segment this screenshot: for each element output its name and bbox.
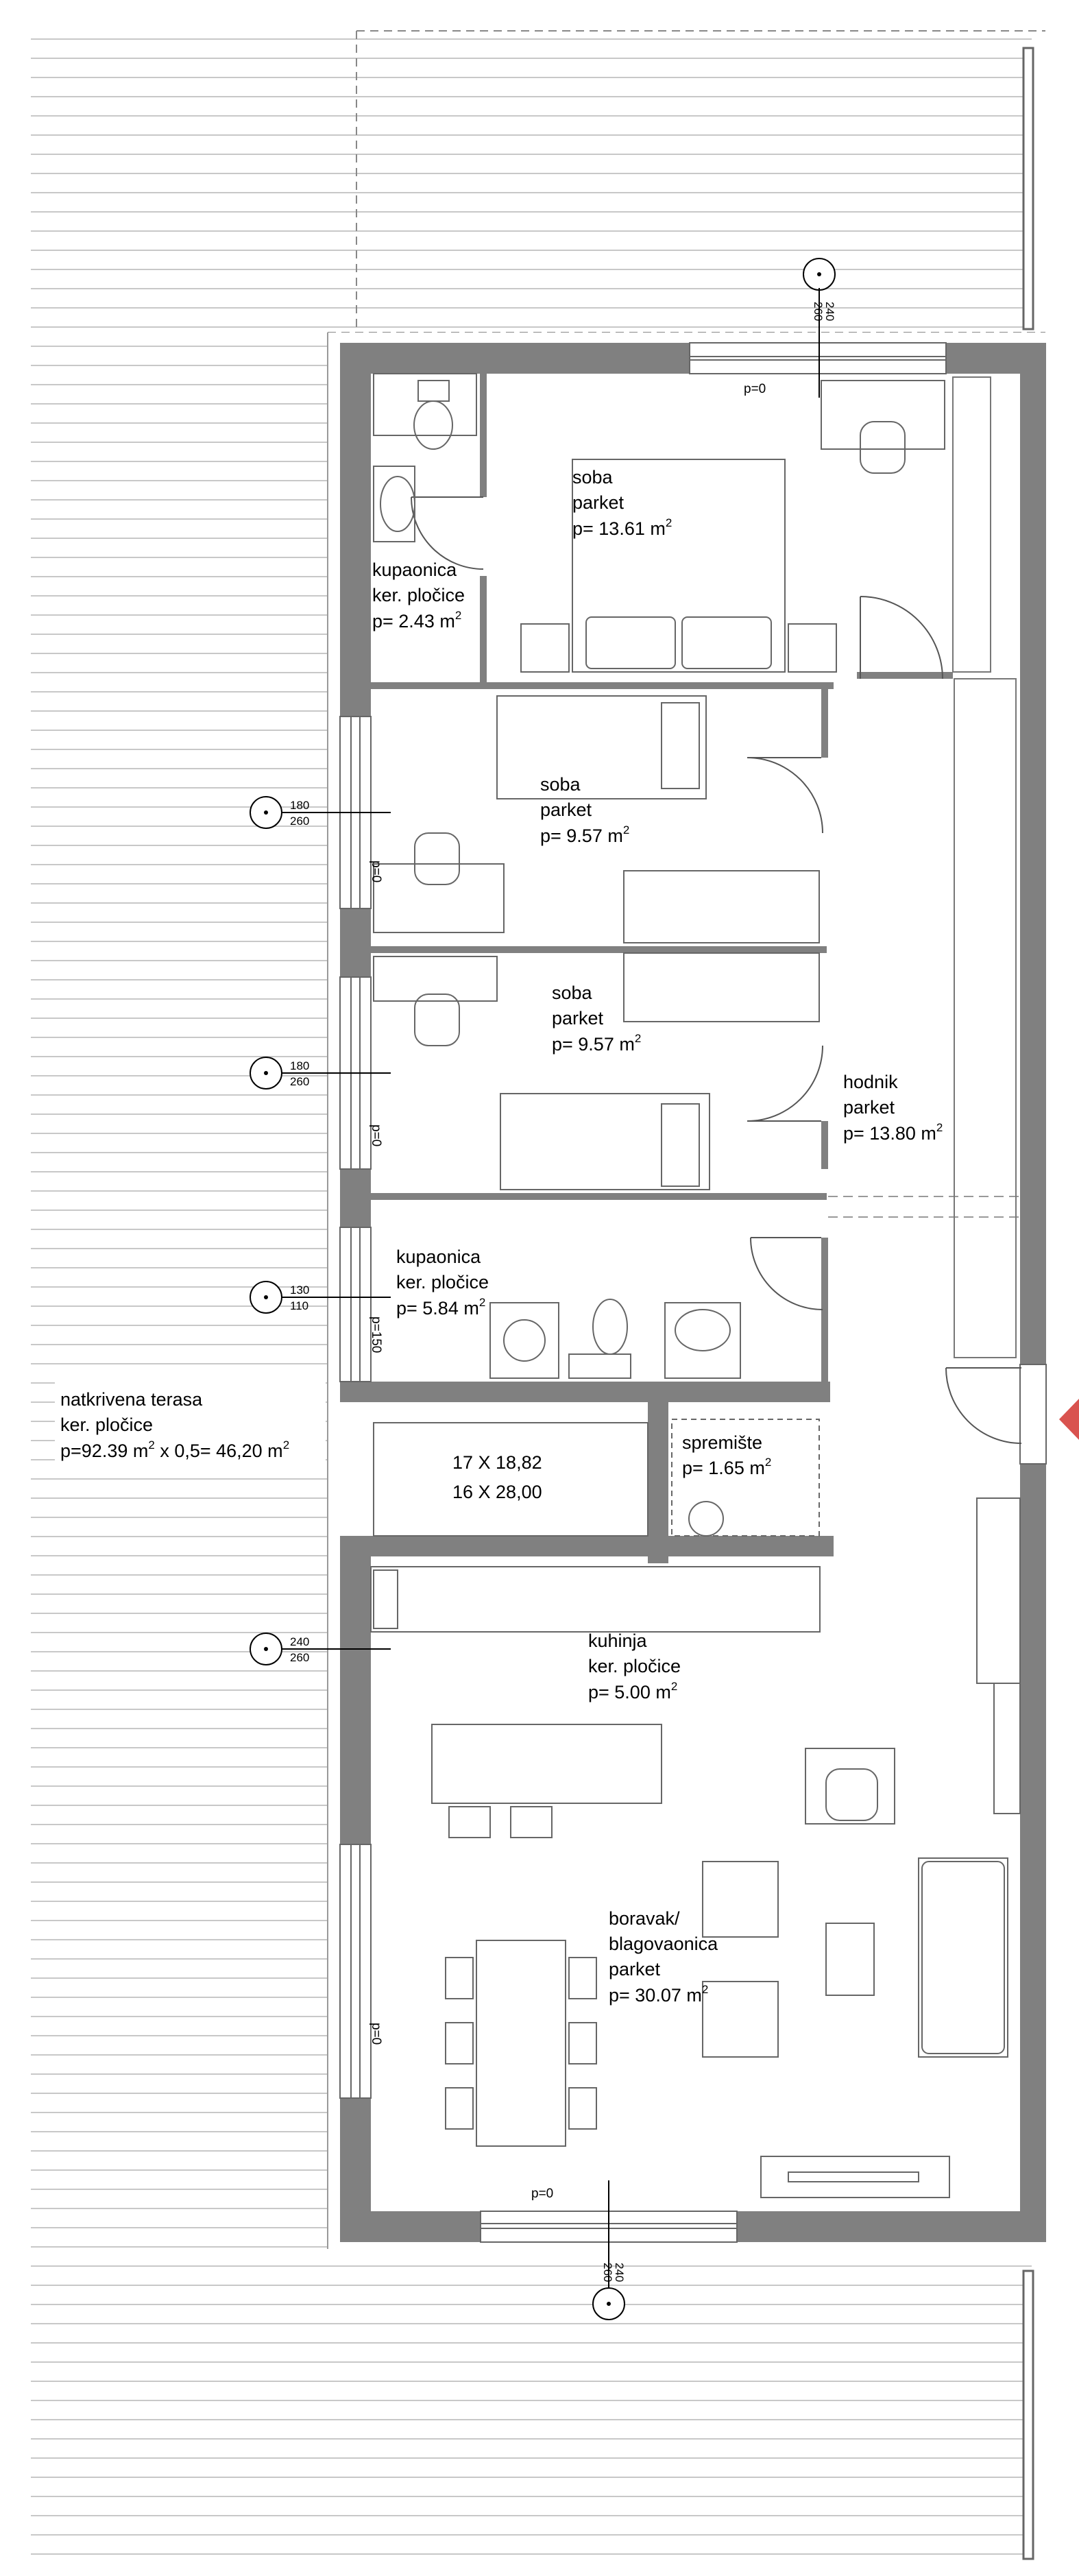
terrace-label — [55, 1382, 326, 1467]
window-boravak-lower: 260 — [290, 1651, 310, 1664]
svg-text:p= 5.00 m2: p= 5.00 $m^2$ — [588, 1680, 678, 1702]
svg-text:p= 5.84 m2: p= 5.84 $m^2$ — [396, 1296, 486, 1319]
svg-text:parket: parket — [540, 799, 592, 820]
svg-text:kuhinja: kuhinja — [588, 1630, 647, 1651]
parapet-soba3: p=0 — [369, 1124, 383, 1147]
parapet-boravak: p=0 — [369, 2023, 383, 2045]
svg-text:ker. pločice: ker. pločice — [372, 585, 465, 605]
svg-text:parket: parket — [572, 492, 625, 513]
window-top-upper: 240 — [823, 302, 836, 322]
svg-text:spremište: spremište — [682, 1432, 763, 1453]
svg-text:parket: parket — [843, 1097, 895, 1118]
svg-text:hodnik: hodnik — [843, 1072, 898, 1092]
parapet-top: p=0 — [744, 382, 766, 396]
svg-text:soba: soba — [552, 983, 592, 1003]
window-soba3-lower: 260 — [290, 1075, 310, 1088]
svg-text:17 X 18,82: 17 X 18,82 — [452, 1452, 542, 1473]
svg-text:boravak/: boravak/ — [609, 1908, 680, 1929]
room-label-kupaonica-2 — [396, 1247, 489, 1319]
svg-text:p= 1.65 m2: p= 1.65 $m^2$ — [682, 1456, 772, 1478]
svg-text:p= 13.61 m2: p= 13.61 $m^2$ — [572, 516, 672, 539]
svg-text:soba: soba — [572, 467, 613, 487]
window-soba2-upper: 180 — [290, 799, 310, 812]
svg-text:parket: parket — [552, 1008, 604, 1028]
svg-text:p= 9.57 m2: p= 9.57 $m^2$ — [552, 1032, 642, 1055]
window-bottom-lower: 260 — [601, 2263, 614, 2283]
room-label-kupaonica-1 — [372, 559, 465, 631]
svg-text:16 X 28,00: 16 X 28,00 — [452, 1482, 542, 1502]
parapet-kup2: p=150 — [369, 1316, 383, 1353]
svg-text:p=92.39 m2 x 0,5= 46,20 m2: p=92.39 $m^2$ x 0,5= 46,20 $m^2$ — [60, 1439, 290, 1461]
window-kup2-upper: 130 — [290, 1284, 310, 1297]
parapet-bottom: p=0 — [531, 2187, 554, 2201]
railing-post-top — [1023, 48, 1033, 329]
parapet-soba2: p=0 — [369, 860, 383, 883]
entrance-marker — [1059, 1399, 1079, 1440]
window-kup2-lower: 110 — [290, 1299, 309, 1312]
svg-text:p= 9.57 m2: p= 9.57 $m^2$ — [540, 823, 630, 846]
svg-text:soba: soba — [540, 774, 581, 795]
svg-text:ker. pločice: ker. pločice — [60, 1415, 154, 1435]
railing-post-bottom — [1023, 2271, 1033, 2559]
stairs-label — [449, 1447, 566, 1512]
svg-text:p= 2.43 m2: p= 2.43 $m^2$ — [372, 609, 462, 631]
svg-text:ker. pločice: ker. pločice — [588, 1656, 681, 1676]
window-top-lower: 260 — [812, 302, 825, 322]
svg-text:p= 30.07 m2: p= 30.07 $m^2$ — [609, 1983, 709, 2006]
svg-text:p= 13.80 m2: p= 13.80 $m^2$ — [843, 1121, 943, 1144]
svg-text:kupaonica: kupaonica — [372, 559, 457, 580]
svg-text:kupaonica: kupaonica — [396, 1247, 481, 1267]
svg-text:ker. pločice: ker. pločice — [396, 1272, 489, 1292]
svg-text:parket: parket — [609, 1959, 661, 1979]
window-bottom-upper: 240 — [613, 2263, 626, 2283]
svg-text:blagovaonica: blagovaonica — [609, 1934, 718, 1954]
window-soba3-upper: 180 — [290, 1059, 310, 1072]
svg-text:natkrivena terasa: natkrivena terasa — [60, 1389, 203, 1410]
window-boravak-upper: 240 — [290, 1635, 310, 1648]
window-soba2-lower: 260 — [290, 815, 310, 828]
